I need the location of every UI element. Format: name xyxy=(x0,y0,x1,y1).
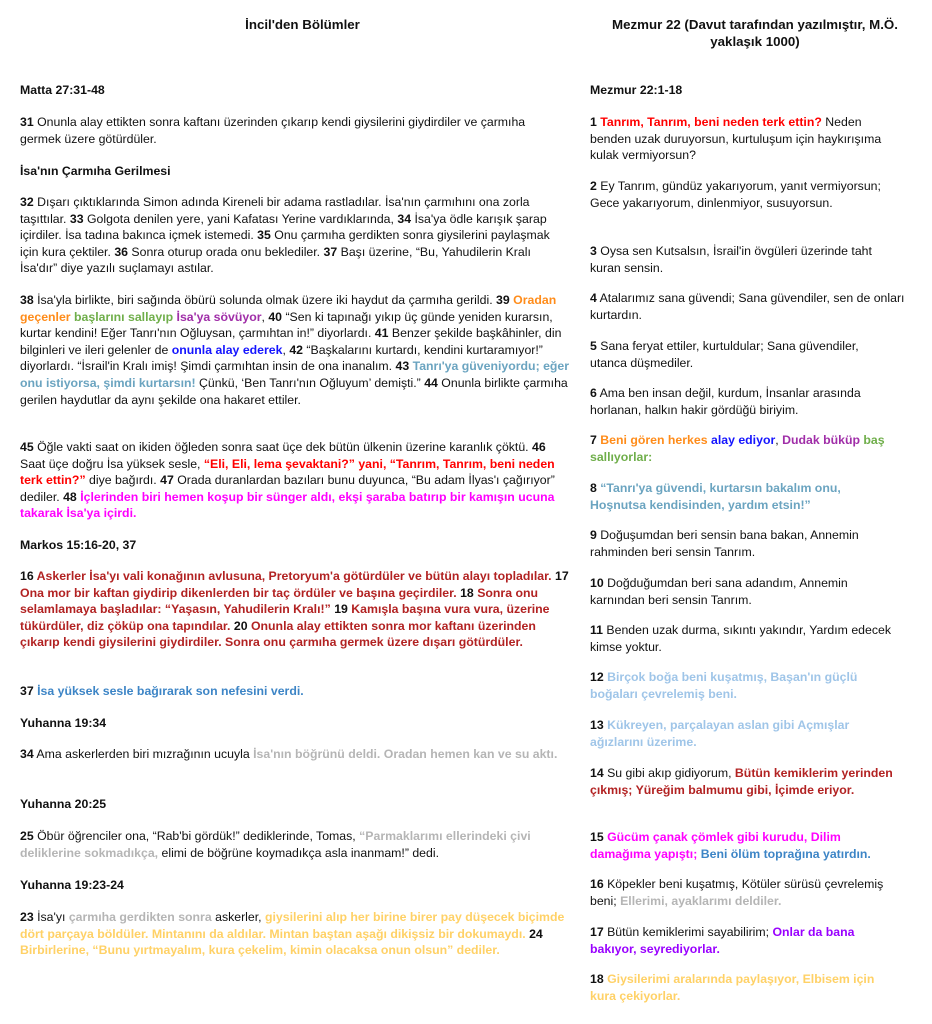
verse-text: Öğle vakti saat on ikiden öğleden sonra saat üçe dek bütün ülkenin üzerine karanlık çöktü. xyxy=(33,440,533,454)
verse-text: Saat üçe doğru İsa yüksek sesle, xyxy=(20,456,204,471)
verse-number: 46 xyxy=(532,440,546,454)
verse-number: 13 xyxy=(590,718,604,732)
verse-number: 15 xyxy=(590,830,604,844)
verse-number: 14 xyxy=(590,766,604,780)
highlighted-phrase: Giysilerimi aralarında paylaşıyor, Elbisem için kura çekiyorlar. xyxy=(590,972,875,1003)
verse-text: Doğduğumdan beri sana adandım, Annemin karnından beri sensin Tanrım. xyxy=(590,576,848,607)
highlighted-phrase: Kamışla başına vura vura, üzerine tükürdüler, diz çöküp ona tapındılar. xyxy=(20,602,550,633)
matta-reference: Matta 27:31-48 xyxy=(20,83,105,97)
verse-number: 32 xyxy=(20,195,34,209)
verse-number: 44 xyxy=(424,375,438,390)
psalm-verse-8 xyxy=(590,480,895,513)
passage-yuhanna-25 xyxy=(20,828,570,861)
highlighted-phrase: “Eli, Eli, lema şevaktani?” yani, “Tanrım, Tanrım, beni neden terk ettin?” xyxy=(20,456,555,488)
verse-text: Sana feryat ettiler, kurtuldular; Sana güvendiler, utanca düşmediler. xyxy=(590,339,859,370)
verse-text: , xyxy=(261,309,269,324)
passage-markos-37 xyxy=(20,683,565,700)
passage-yuhanna-34 xyxy=(20,746,575,763)
verse-number: 18 xyxy=(460,585,474,600)
verse-number: 47 xyxy=(160,473,174,488)
verse-text: İsa'yla birlikte, biri sağında öbürü solunda olmak üzere iki haydut da çarmıha gerildi. xyxy=(33,293,497,307)
highlighted-phrase: Kükreyen, parçalayan aslan gibi Açmışlar ağızlarını üzerime. xyxy=(590,718,850,749)
verse-number: 38 xyxy=(20,293,34,307)
verse-number: 4 xyxy=(590,291,597,305)
psalm-verse-9 xyxy=(590,527,908,560)
verse-text: Benzer şekilde başkâhinler, din bilginleri ve ileri gelenler de xyxy=(20,326,562,357)
verse-number: 7 xyxy=(590,433,597,447)
passage-yuhanna-23-24 xyxy=(20,909,568,959)
highlighted-phrase: Ellerimi, ayaklarımı deldiler. xyxy=(620,893,782,908)
psalm-verse-12 xyxy=(590,669,895,702)
psalm-column-title: Mezmur 22 (Davut tarafından yazılmıştır, M.Ö. yaklaşık 1000) xyxy=(612,17,898,49)
psalm-verse-2 xyxy=(590,178,895,211)
verse-text: elimi de böğrüne koymadıkça asla inanmam!” dedi. xyxy=(158,845,439,860)
verse-number: 5 xyxy=(590,339,597,353)
yuhanna-19-23-reference: Yuhanna 19:23-24 xyxy=(20,878,124,892)
verse-number: 40 xyxy=(268,309,283,324)
highlighted-phrase: Sonra onu selamlamaya başladılar: “Yaşasın, Yahudilerin Kralı!” xyxy=(20,585,538,617)
verse-number: 24 xyxy=(529,926,543,941)
verse-text: Onunla alay ettikten sonra kaftanı üzerinden çıkarıp kendi giysilerini giydirdiler ve çarmıha germek üzere götürdüler. xyxy=(20,115,526,146)
highlighted-phrase: Bütün kemiklerim yerinden çıkmış; Yüreğim balmumu gibi, İçimde eriyor. xyxy=(590,766,893,797)
verse-text: askerler, xyxy=(211,910,265,924)
verse-number: 10 xyxy=(590,576,604,590)
passage-matta-32-37 xyxy=(20,194,565,277)
highlighted-phrase: Askerler İsa'yı vali konağının avlusuna, Pretoryum'a götürdüler ve bütün alayı topladılar. xyxy=(33,569,556,583)
highlighted-phrase: Tanrı'ya güveniyordu; eğer onu istiyorsa, şimdi kurtarsın! xyxy=(20,359,570,390)
verse-text: Neden benden uzak duruyorsun, kurtuluşum için haykırışıma kulak vermiyorsun? xyxy=(590,115,882,163)
highlighted-phrase: Onlar da bana bakıyor, seyrediyorlar. xyxy=(590,925,855,956)
psalm-verse-5 xyxy=(590,338,895,371)
verse-number: 11 xyxy=(590,623,603,637)
verse-text: Onu çarmıha gerdikten sonra giysilerini paylaşmak için kura çektiler. xyxy=(20,228,550,259)
verse-text: Onunla birlikte çarmıha gerilen haydutlar da aynı şekilde ona hakaret ettiler. xyxy=(20,375,568,407)
verse-number: 25 xyxy=(20,829,34,843)
verse-text: Doğuşumdan beri sensin bana bakan, Annemin rahminden beri sensin Tanrım. xyxy=(590,528,859,559)
verse-text: Köpekler beni kuşatmış, Kötüler sürüsü çevrelemiş beni; xyxy=(590,877,884,908)
highlighted-phrase: onunla alay ederek xyxy=(171,342,283,357)
highlighted-phrase: “Parmaklarımı ellerindeki çivi deliklerine sokmadıkça, xyxy=(20,829,531,860)
highlighted-phrase: Beni ölüm toprağına yatırdın. xyxy=(700,846,871,861)
highlighted-phrase: İçlerinden biri hemen koşup bir sünger aldı, ekşi şaraba batırıp bir kamışın ucuna takarak İsa'ya içirdi. xyxy=(20,489,555,521)
verse-text: , xyxy=(775,433,783,447)
passage-markos-16-20 xyxy=(20,568,575,651)
verse-text: Başı üzerine, “Bu, Yahudilerin Kralı İsa'dır” diye yazılı suçlamayı astılar. xyxy=(20,244,531,276)
verse-number: 16 xyxy=(20,569,34,583)
highlighted-phrase: İsa'ya sövüyor xyxy=(176,309,262,324)
verse-number: 1 xyxy=(590,115,597,129)
verse-text: Dışarı çıktıklarında Simon adında Kireneli bir adama rastladılar. İsa'nın çarmıhını ona zorla taşıttılar. xyxy=(20,195,530,226)
verse-number: 18 xyxy=(590,972,604,986)
highlighted-phrase: giysilerini alıp her birine birer pay düşecek biçimde dört parçaya böldüler. Mintanını da aldılar. Mintan baştan aşağı dikişsiz bir dokumaydı. xyxy=(20,910,565,941)
psalm-verse-15 xyxy=(590,829,895,862)
verse-number: 39 xyxy=(496,293,510,307)
verse-number: 31 xyxy=(20,115,34,129)
verse-number: 23 xyxy=(20,910,34,924)
highlighted-phrase: Dudak büküp xyxy=(782,433,860,447)
gospel-column-title: İncil'den Bölümler xyxy=(245,17,360,32)
psalm-verse-4 xyxy=(590,290,908,323)
yuhanna-19-34-reference: Yuhanna 19:34 xyxy=(20,716,107,730)
psalm-verse-7 xyxy=(590,432,908,465)
verse-text: Oysa sen Kutsalsın, İsrail'in övgüleri üzerinde taht kuran sensin. xyxy=(590,244,872,275)
passage-matta-31 xyxy=(20,114,565,147)
verse-number: 8 xyxy=(590,481,597,495)
psalm-verse-1 xyxy=(590,114,895,164)
verse-text: diye bağırdı. xyxy=(85,473,161,488)
verse-text: , xyxy=(282,342,290,357)
verse-number: 35 xyxy=(257,228,271,243)
verse-number: 6 xyxy=(590,386,597,400)
verse-number: 9 xyxy=(590,528,597,542)
verse-text: Öbür öğrenciler ona, “Rab'bi gördük!” dediklerinde, Tomas, xyxy=(33,829,360,843)
verse-number: 17 xyxy=(555,569,569,583)
verse-number: 42 xyxy=(289,342,304,357)
verse-number: 37 xyxy=(323,244,338,259)
psalm-verse-3 xyxy=(590,243,895,276)
verse-number: 20 xyxy=(233,618,248,633)
psalm-verse-10 xyxy=(590,575,895,608)
section-subtitle: İsa'nın Çarmıha Gerilmesi xyxy=(20,164,171,178)
psalm-verse-18 xyxy=(590,971,895,1004)
verse-text: Su gibi akıp gidiyorum, xyxy=(603,766,735,780)
verse-number: 34 xyxy=(20,747,34,761)
verse-number: 41 xyxy=(374,326,389,341)
highlighted-phrase: Birbirlerine, “Bunu yırtmayalım, kura çekelim, kimin olacaksa onun olsun” dediler. xyxy=(20,943,500,958)
verse-number: 43 xyxy=(395,359,410,374)
verse-text: Atalarımız sana güvendi; Sana güvendiler, sen de onları kurtardın. xyxy=(590,291,905,322)
verse-number: 36 xyxy=(114,244,128,259)
psalm-verse-11 xyxy=(590,622,895,655)
verse-number: 3 xyxy=(590,244,597,258)
highlighted-phrase: İsa yüksek sesle bağırarak son nefesini verdi. xyxy=(37,684,304,698)
psalm-verse-13 xyxy=(590,717,895,750)
highlighted-phrase: alay ediyor xyxy=(710,433,776,447)
verse-text: İsa'yı xyxy=(33,910,69,924)
psalm-verse-6 xyxy=(590,385,908,418)
verse-text: “Başkalarını kurtardı, kendini kurtaramıyor!” diyorlardı. “İsrail'in Kralı imiş! Şimdi çarmıhtan insin de ona inanalım. xyxy=(20,342,543,374)
psalm-verse-14 xyxy=(590,765,895,798)
psalm-verse-17 xyxy=(590,924,895,957)
highlighted-phrase: baş sallıyorlar: xyxy=(590,433,885,464)
markos-reference: Markos 15:16-20, 37 xyxy=(20,538,137,552)
verse-text: Bütün kemiklerimi sayabilirim; xyxy=(603,925,773,939)
highlighted-phrase: Tanrım, Tanrım, beni neden terk ettin? xyxy=(600,115,822,129)
verse-number: 19 xyxy=(334,602,348,617)
verse-number: 34 xyxy=(397,211,412,226)
highlighted-phrase: Birçok boğa beni kuşatmış, Başan'ın güçlü boğaları çevrelemiş beni. xyxy=(590,670,858,701)
highlighted-phrase: Beni gören herkes xyxy=(600,433,708,447)
highlighted-phrase: başlarını sallayıp xyxy=(74,309,174,324)
verse-text: Orada duranlardan bazıları bunu duyunca, “Bu adam İlyas'ı çağırıyor” dediler. xyxy=(20,473,555,504)
verse-number: 48 xyxy=(63,489,77,504)
verse-text: Ey Tanrım, gündüz yakarıyorum, yanıt vermiyorsun; Gece yakarıyorum, dinlenmiyor, susuyorsun. xyxy=(590,179,881,210)
verse-text: Sonra oturup orada onu beklediler. xyxy=(128,244,324,259)
verse-text: Golgota denilen yere, yani Kafatası Yerine vardıklarında, xyxy=(83,211,398,226)
highlighted-phrase: Gücüm çanak çömlek gibi kurudu, Dilim damağıma yapıştı; xyxy=(590,830,841,861)
verse-text: Ama ben insan değil, kurdum, İnsanlar arasında horlanan, halkın hakir gördüğü biriyim. xyxy=(590,386,861,417)
highlighted-phrase: çarmıha gerdikten sonra xyxy=(68,910,212,924)
passage-matta-38-44 xyxy=(20,292,575,408)
passage-matta-45-48 xyxy=(20,439,568,522)
verse-text: Benden uzak durma, sıkıntı yakındır, Yardım edecek kimse yoktur. xyxy=(590,623,891,654)
verse-text: Çünkü, ‘Ben Tanrı'nın Oğluyum’ demişti.” xyxy=(195,375,425,390)
verse-number: 12 xyxy=(590,670,604,684)
verse-number: 2 xyxy=(590,179,597,193)
psalm-reference: Mezmur 22:1-18 xyxy=(590,83,683,97)
verse-number: 45 xyxy=(20,440,34,454)
verse-number: 37 xyxy=(20,684,34,698)
highlighted-phrase: “Tanrı'ya güvendi, kurtarsın bakalım onu, Hoşnutsa kendisinden, yardım etsin!” xyxy=(590,481,841,512)
highlighted-phrase: Onunla alay ettikten sonra mor kaftanı üzerinden çıkarıp kendi giysilerini giydirdiler. Sonra onu çarmıha germek üzere dışarı götürdüler. xyxy=(20,618,536,650)
verse-text: Ama askerlerden biri mızrağının ucuyla xyxy=(33,747,254,761)
highlighted-phrase: Ona mor bir kaftan giydirip dikenlerden bir taç ördüler ve başına geçirdiler. xyxy=(20,585,461,600)
verse-text: İsa'ya ödle karışık şarap içirdiler. İsa tadına bakınca içmek istemedi. xyxy=(20,211,547,243)
verse-text: “Sen ki tapınağı yıkıp üç günde yeniden kurarsın, kurtar kendini! Eğer Tanrı'nın Oğluysan, çarmıhtan in!” diyorlardı. xyxy=(20,309,553,341)
verse-number: 17 xyxy=(590,925,604,939)
verse-number: 33 xyxy=(69,211,84,226)
yuhanna-20-25-reference: Yuhanna 20:25 xyxy=(20,797,107,811)
highlighted-phrase: Oradan geçenler xyxy=(20,293,557,324)
verse-number: 16 xyxy=(590,877,604,891)
highlighted-phrase: İsa'nın böğrünü deldi. Oradan hemen kan ve su aktı. xyxy=(253,747,558,761)
psalm-verse-16 xyxy=(590,876,895,909)
